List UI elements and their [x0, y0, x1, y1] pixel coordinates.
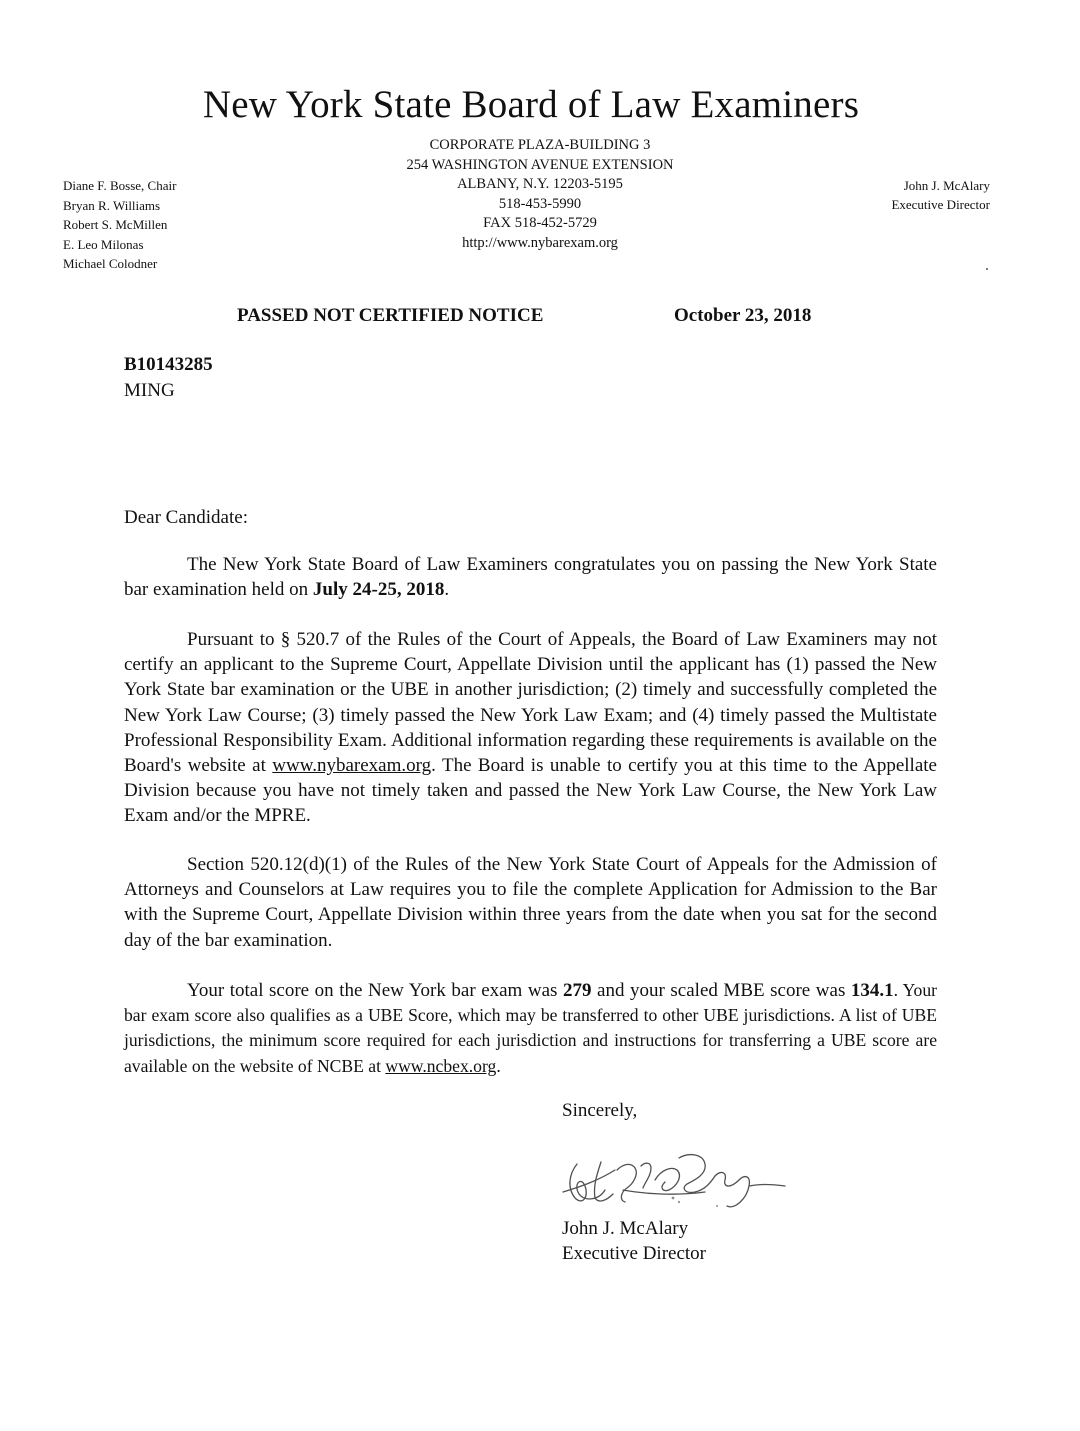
paragraph-text: . Your bar exam score also qualifies as a UBE Score, which may be transferred to other UBE jurisdictions. A list of UBE jurisdictions, the minimum score required for each jurisdiction and instructions for transferring a UBE score are available on the website of NCBE at	[124, 980, 937, 1076]
candidate-id: B10143285	[124, 354, 213, 375]
exam-dates: July 24-25, 2018	[312, 579, 445, 601]
notice-title: PASSED NOT CERTIFIED NOTICE	[237, 305, 544, 326]
director-name: John J. McAlary	[903, 178, 990, 193]
salutation: Dear Candidate:	[124, 507, 248, 528]
candidate-name: MING	[124, 380, 175, 401]
total-score: 279	[563, 980, 592, 1001]
paragraph-text: Your total score on the New York bar exam was	[187, 980, 563, 1001]
executive-director-block	[891, 176, 990, 214]
signer-name: John J. McAlary	[562, 1218, 689, 1239]
org-name: New York State Board of Law Examiners	[202, 83, 860, 126]
letterhead-address	[340, 136, 740, 253]
paragraph-text: .	[496, 1055, 501, 1076]
board-member: Bryan R. Williams	[63, 197, 161, 213]
scan-speck	[986, 268, 988, 270]
board-member: Robert S. McMillen	[63, 217, 168, 233]
director-title: Executive Director	[891, 197, 990, 212]
signer-title: Executive Director	[562, 1243, 707, 1264]
handwritten-signature	[555, 1140, 795, 1220]
fax-number: FAX 518-452-5729	[483, 215, 597, 231]
notice-date: October 23, 2018	[674, 305, 812, 326]
paragraph-text: Pursuant to § 520.7 of the Rules of the Court of Appeals, the Board of Law Examiners may not certify an applicant to the Supreme Court, Appellate Division until the applicant has (1) passed the New York State bar examination or the UBE in another jurisdiction; (2) timely and successfully completed the New York Law Course; (3) timely passed the New York Law Exam; and (4) timely passed the Multistate Professional Responsibility Exam. Additional information regarding these requirements is available on the Board's website at	[124, 629, 937, 777]
paragraph-scores	[124, 978, 937, 1079]
mbe-score: 134.1	[850, 980, 894, 1001]
paragraph-text: Section 520.12(d)(1) of the Rules of the New York State Court of Appeals for the Admission of Attorneys and Counselors at Law requires you to file the complete Application for Admission to the Bar with the Supreme Court, Appellate Division within three years from the date when you sat for the second day of the bar examination.	[124, 854, 937, 951]
address-line: 254 WASHINGTON AVENUE EXTENSION	[406, 156, 674, 173]
closing: Sincerely,	[562, 1100, 638, 1121]
board-member: E. Leo Milonas	[63, 236, 144, 252]
paragraph-congratulations	[124, 552, 937, 602]
address-line: ALBANY, N.Y. 12203-5195	[457, 176, 623, 192]
board-members-list	[63, 176, 176, 274]
letterhead-title	[0, 82, 1080, 128]
paragraph-requirements	[124, 627, 937, 829]
website-url: http://www.nybarexam.org	[462, 234, 618, 251]
nybarexam-link[interactable]: www.nybarexam.org	[272, 755, 432, 777]
paragraph-text: and your scaled MBE score was	[591, 980, 851, 1001]
paragraph-text: The New York State Board of Law Examiners congratulates you on passing the New York State bar examination held on	[124, 554, 937, 601]
phone-number: 518-453-5990	[498, 195, 582, 212]
ncbex-link[interactable]: www.ncbex.org	[385, 1055, 497, 1076]
address-line: CORPORATE PLAZA-BUILDING 3	[429, 137, 651, 153]
board-member: Diane F. Bosse, Chair	[63, 178, 177, 193]
board-member: Michael Colodner	[63, 256, 158, 272]
paragraph-application-deadline	[124, 852, 937, 953]
paragraph-text: . The Board is unable to certify you at this time to the Appellate Division because you have not timely taken and passed the New York Law Course, the New York Law Exam and/or the MPRE.	[124, 755, 937, 827]
paragraph-text: .	[444, 579, 450, 601]
